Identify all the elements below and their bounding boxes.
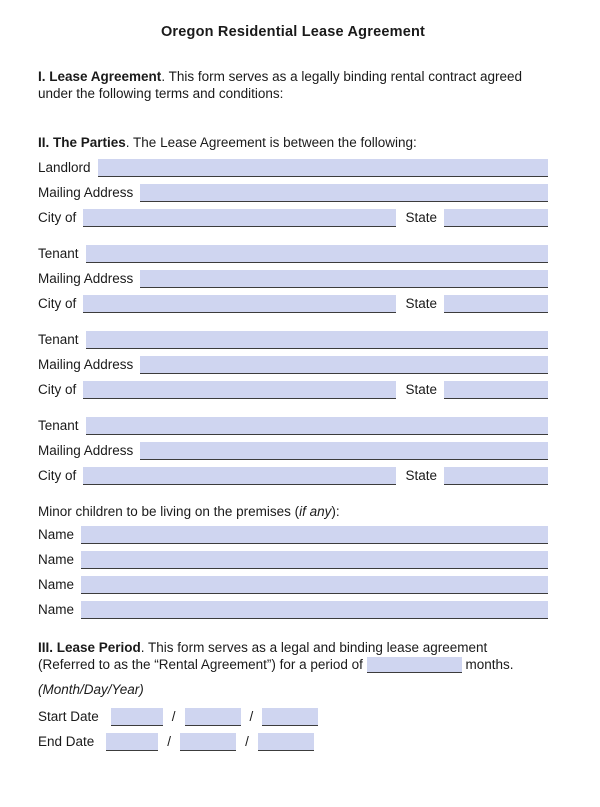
section-iii-heading: III. Lease Period <box>38 640 141 655</box>
tenant-1-name-row <box>38 245 548 263</box>
tenant-3-mailing-address-field[interactable] <box>140 442 548 460</box>
section-i-line1 <box>38 68 548 85</box>
section-iii-line2 <box>38 656 548 673</box>
landlord-mailing-address-label: Mailing Address <box>38 185 134 200</box>
minor-child-row-2 <box>38 551 548 569</box>
start-date-month-field[interactable] <box>111 708 163 726</box>
date-format-note: (Month/Day/Year) <box>38 682 144 697</box>
section-iii-line1 <box>38 639 548 656</box>
tenant-2-state-label: State <box>405 382 437 397</box>
tenant-3-state-field[interactable] <box>444 467 548 485</box>
minor-children-if-any: if any <box>299 504 332 519</box>
minor-child-row-4 <box>38 601 548 619</box>
minor-child-row-3 <box>38 576 548 594</box>
tenant-2-name-row <box>38 331 548 349</box>
minor-children-intro <box>38 503 548 520</box>
section-i-line2: under the following terms and conditions: <box>38 86 284 101</box>
tenant-2-block <box>38 331 548 399</box>
tenant-1-mailing-address-field[interactable] <box>140 270 548 288</box>
minor-children-text-before: Minor children to be living on the premises ( <box>38 504 300 519</box>
tenant-1-block <box>38 245 548 313</box>
minor-child-1-name-field[interactable] <box>81 526 548 544</box>
tenant-1-mailing-row <box>38 270 548 288</box>
tenant-3-city-label: City of <box>38 468 77 483</box>
start-date-label: Start Date <box>38 709 99 724</box>
minor-children-text-after: ): <box>331 504 340 519</box>
minor-child-row-1 <box>38 526 548 544</box>
section-ii-heading: II. The Parties <box>38 135 126 150</box>
tenant-2-state-field[interactable] <box>444 381 548 399</box>
minor-child-1-name-label: Name <box>38 527 75 542</box>
end-date-year-field[interactable] <box>258 733 314 751</box>
landlord-block <box>38 159 548 227</box>
tenant-1-state-label: State <box>405 296 437 311</box>
minor-child-2-name-field[interactable] <box>81 551 548 569</box>
end-date-row <box>38 733 548 751</box>
section-lease-period <box>38 639 548 673</box>
tenant-2-city-field[interactable] <box>83 381 396 399</box>
section-iii-text1: . This form serves as a legal and binding lease agreement <box>140 640 488 655</box>
minor-child-2-name-label: Name <box>38 552 75 567</box>
tenant-2-mailing-address-label: Mailing Address <box>38 357 134 372</box>
section-the-parties <box>38 134 548 151</box>
tenant-1-city-field[interactable] <box>83 295 396 313</box>
tenant-2-mailing-address-field[interactable] <box>140 356 548 374</box>
tenant-1-city-label: City of <box>38 296 77 311</box>
tenant-3-state-label: State <box>405 468 437 483</box>
minor-child-3-name-label: Name <box>38 577 75 592</box>
tenant-2-city-state-row <box>38 381 548 399</box>
tenant-2-mailing-row <box>38 356 548 374</box>
section-ii-text: . The Lease Agreement is between the following: <box>125 135 417 150</box>
tenant-3-block <box>38 417 548 485</box>
tenant-1-state-field[interactable] <box>444 295 548 313</box>
landlord-label: Landlord <box>38 160 91 175</box>
landlord-mailing-row <box>38 184 548 202</box>
start-date-separator-1: / <box>171 709 176 724</box>
section-iii-text2-before: (Referred to as the “Rental Agreement”) for a period of <box>38 657 363 672</box>
landlord-city-field[interactable] <box>83 209 396 227</box>
tenant-1-name-field[interactable] <box>86 245 548 263</box>
start-date-separator-2: / <box>249 709 254 724</box>
minor-child-3-name-field[interactable] <box>81 576 548 594</box>
minor-child-4-name-label: Name <box>38 602 75 617</box>
tenant-1-label: Tenant <box>38 246 79 261</box>
section-i-heading: I. Lease Agreement <box>38 69 162 84</box>
tenant-3-city-field[interactable] <box>83 467 396 485</box>
tenant-3-label: Tenant <box>38 418 79 433</box>
tenant-2-city-label: City of <box>38 382 77 397</box>
section-lease-agreement <box>38 68 548 102</box>
end-date-separator-2: / <box>245 734 249 749</box>
end-date-label: End Date <box>38 734 95 749</box>
minor-child-4-name-field[interactable] <box>81 601 548 619</box>
landlord-state-field[interactable] <box>444 209 548 227</box>
end-date-separator-1: / <box>167 734 172 749</box>
section-i-text1: . This form serves as a legally binding rental contract agreed <box>161 69 522 84</box>
end-date-day-field[interactable] <box>180 733 236 751</box>
landlord-name-row <box>38 159 548 177</box>
tenant-1-mailing-address-label: Mailing Address <box>38 271 134 286</box>
landlord-mailing-address-field[interactable] <box>140 184 548 202</box>
landlord-city-label: City of <box>38 210 77 225</box>
tenant-2-name-field[interactable] <box>86 331 548 349</box>
landlord-state-label: State <box>405 210 437 225</box>
tenant-3-name-row <box>38 417 548 435</box>
landlord-name-field[interactable] <box>98 159 548 177</box>
tenant-2-label: Tenant <box>38 332 79 347</box>
tenant-3-mailing-row <box>38 442 548 460</box>
end-date-month-field[interactable] <box>106 733 158 751</box>
start-date-row <box>38 708 548 726</box>
tenant-3-city-state-row <box>38 467 548 485</box>
lease-period-months-field[interactable] <box>367 657 462 673</box>
tenant-3-name-field[interactable] <box>86 417 548 435</box>
start-date-day-field[interactable] <box>185 708 241 726</box>
tenant-3-mailing-address-label: Mailing Address <box>38 443 134 458</box>
document-title: Oregon Residential Lease Agreement <box>160 24 426 40</box>
tenant-1-city-state-row <box>38 295 548 313</box>
section-iii-text2-after: months. <box>465 657 514 672</box>
start-date-year-field[interactable] <box>262 708 318 726</box>
landlord-city-state-row <box>38 209 548 227</box>
